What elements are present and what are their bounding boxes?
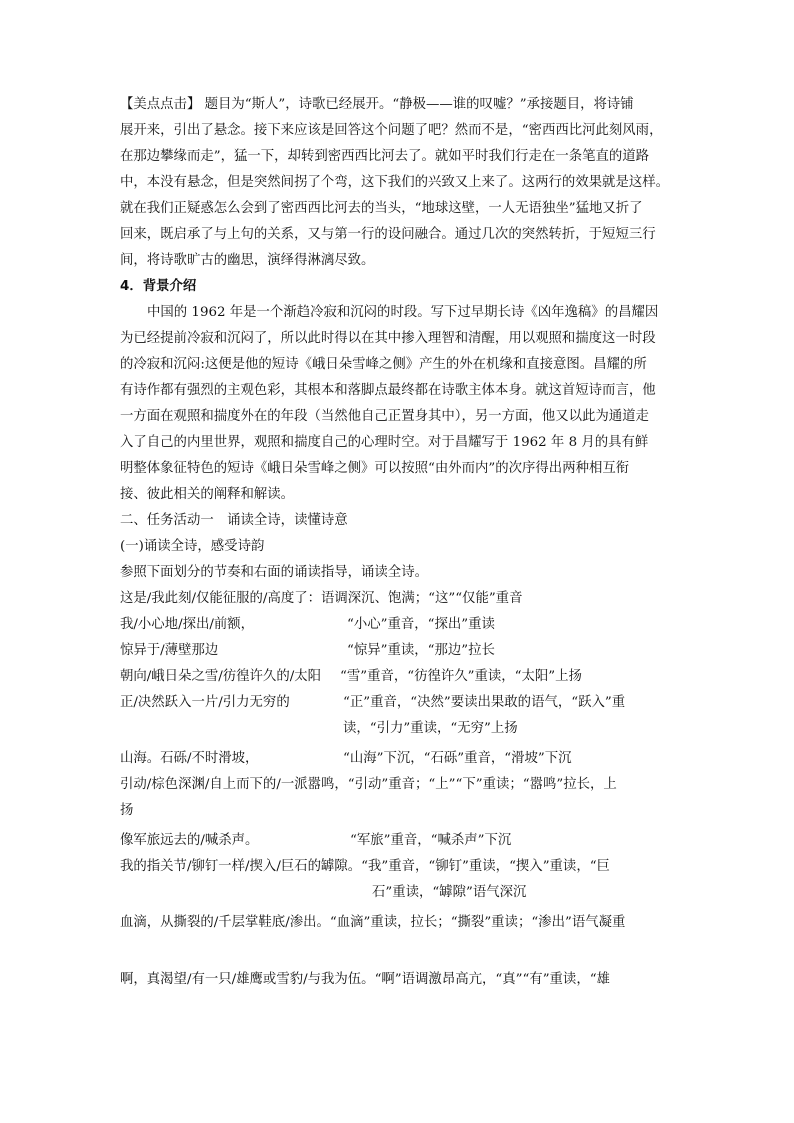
meidian-line-4: 中，本没有悬念，但是突然间拐了个弯，这下我们的兴致又上来了。这两行的效果就是这样。 — [120, 175, 670, 190]
guide-row-9: 我的指关节/铆钉一样/揳入/巨石的罅隙。“我”重音，“铆钉”重读，“揳入”重读，“巨 — [120, 859, 610, 874]
guide-row-10: 血滴，从撕裂的/千层掌鞋底/渗出。“血滴”重读，拉长；“撕裂”重读；“渗出”语气凝重 — [120, 915, 626, 930]
background-line-4: 有诗作都有强烈的主观色彩，其根本和落脚点最终都在诗歌主体本身。就这首短诗而言，他 — [120, 383, 656, 398]
background-line-6: 入了自己的内里世界，观照和揣度自己的心理时空。对于昌耀写于 1962 年 8 月的具有鲜 — [120, 435, 649, 450]
meidian-line-7: 间，将诗歌旷古的幽思，演绎得淋漓尽致。 — [120, 253, 375, 268]
meidian-line-2: 展开来，引出了悬念。接下来应该是回答这个问题了吧？然而不是，“密西西比河此刻风雨， — [120, 123, 663, 138]
guide-row-4 — [120, 667, 680, 687]
guide-row-7-cont: 扬 — [120, 803, 134, 818]
background-line-1: 中国的 1962 年是一个渐趋冷寂和沉闷的时段。写下过早期长诗《凶年逸稿》的昌耀因 — [147, 305, 659, 320]
guide-row-5-verse: 正/决然跃入一片/引力无穷的 — [120, 695, 290, 710]
guide-row-8-verse: 像军旅远去的/喊杀声。 — [120, 833, 259, 848]
background-line-3: 的冷寂和沉闷:这便是他的短诗《峨日朵雪峰之侧》产生的外在机缘和直接意图。昌耀的所 — [120, 357, 647, 372]
background-line-2: 为已经提前冷寂和沉闷了，所以此时得以在其中掺入理智和清醒，用以观照和揣度这一时段 — [120, 331, 656, 346]
task-heading: 二、任务活动一 诵读全诗，读懂诗意 — [120, 513, 348, 528]
guide-row-2 — [120, 615, 680, 635]
background-line-5: 一方面在观照和揣度外在的年段（当然他自己正置身其中），另一方面，他又以此为通道走 — [120, 409, 649, 424]
guide-row-5-note: “正”重音，“决然”要读出果敢的语气，“跃入”重 — [343, 695, 626, 710]
background-heading: 4．背景介绍 — [120, 279, 197, 294]
guide-row-3-verse: 惊异于/薄壁那边 — [120, 643, 219, 658]
guide-row-1: 这是/我此刻/仅能征服的/高度了：语调深沉、饱满；“这”“仅能”重音 — [120, 591, 523, 606]
guide-row-5 — [120, 693, 680, 713]
guide-row-4-verse: 朝向/峨日朵之雪/彷徨许久的/太阳 — [120, 669, 322, 684]
guide-row-8 — [120, 831, 680, 851]
task-intro: 参照下面划分的节奏和右面的诵读指导，诵读全诗。 — [120, 565, 428, 580]
guide-row-6-note: “山海”下沉，“石砾”重音，“滑坡”下沉 — [343, 751, 572, 766]
guide-row-4-note: “雪”重音，“彷徨许久”重读，“太阳”上扬 — [340, 669, 582, 684]
meidian-line-1: 【美点点击】 题目为“斯人”，诗歌已经展开。“静极——谁的叹嘘？”承接题目，将诗铺 — [120, 97, 634, 112]
guide-row-5-note-cont: 读，“引力”重读，“无穷”上扬 — [343, 721, 518, 736]
meidian-line-3: 在那边攀缘而走”，猛一下，却转到密西西比河去了。就如平时我们行走在一条笔直的道路 — [120, 149, 650, 164]
guide-row-2-note: “小心”重音，“探出”重读 — [347, 617, 495, 632]
guide-row-2-verse: 我/小心地/探出/前额， — [120, 617, 255, 632]
guide-row-8-note: “军旅”重音，“喊杀声”下沉 — [350, 833, 512, 848]
background-line-8: 接、彼此相关的阐释和解读。 — [120, 487, 295, 502]
background-line-7: 明整体象征特色的短诗《峨日朵雪峰之侧》可以按照“由外而内”的次序得出两种相互衔 — [120, 461, 630, 476]
guide-row-3-note: “惊异”重读，“那边”拉长 — [347, 643, 495, 658]
guide-row-3 — [120, 641, 680, 661]
task-subheading: (一)诵读全诗，感受诗韵 — [120, 539, 265, 554]
guide-row-7: 引动/棕色深渊/自上而下的/一派嚣鸣，“引动”重音；“上”“下”重读；“嚣鸣”拉长，上 — [120, 777, 617, 792]
guide-row-9-cont: 石”重读，“罅隙”语气深沉 — [372, 885, 527, 900]
guide-row-11: 啊，真渴望/有一只/雄鹰或雪豹/与我为伍。“啊”语调激昂高亢，“真”“有”重读，“雄 — [120, 972, 610, 987]
guide-row-6 — [120, 749, 680, 769]
guide-row-6-verse: 山海。石砾/不时滑坡， — [120, 751, 259, 766]
meidian-line-6: 回来，既启承了与上句的关系，又与第一行的设问融合。通过几次的突然转折，于短短三行 — [120, 227, 656, 242]
meidian-line-5: 就在我们正疑惑怎么会到了密西西比河去的当头，“地球这壁，一人无语独坐”猛地又折了 — [120, 201, 643, 216]
